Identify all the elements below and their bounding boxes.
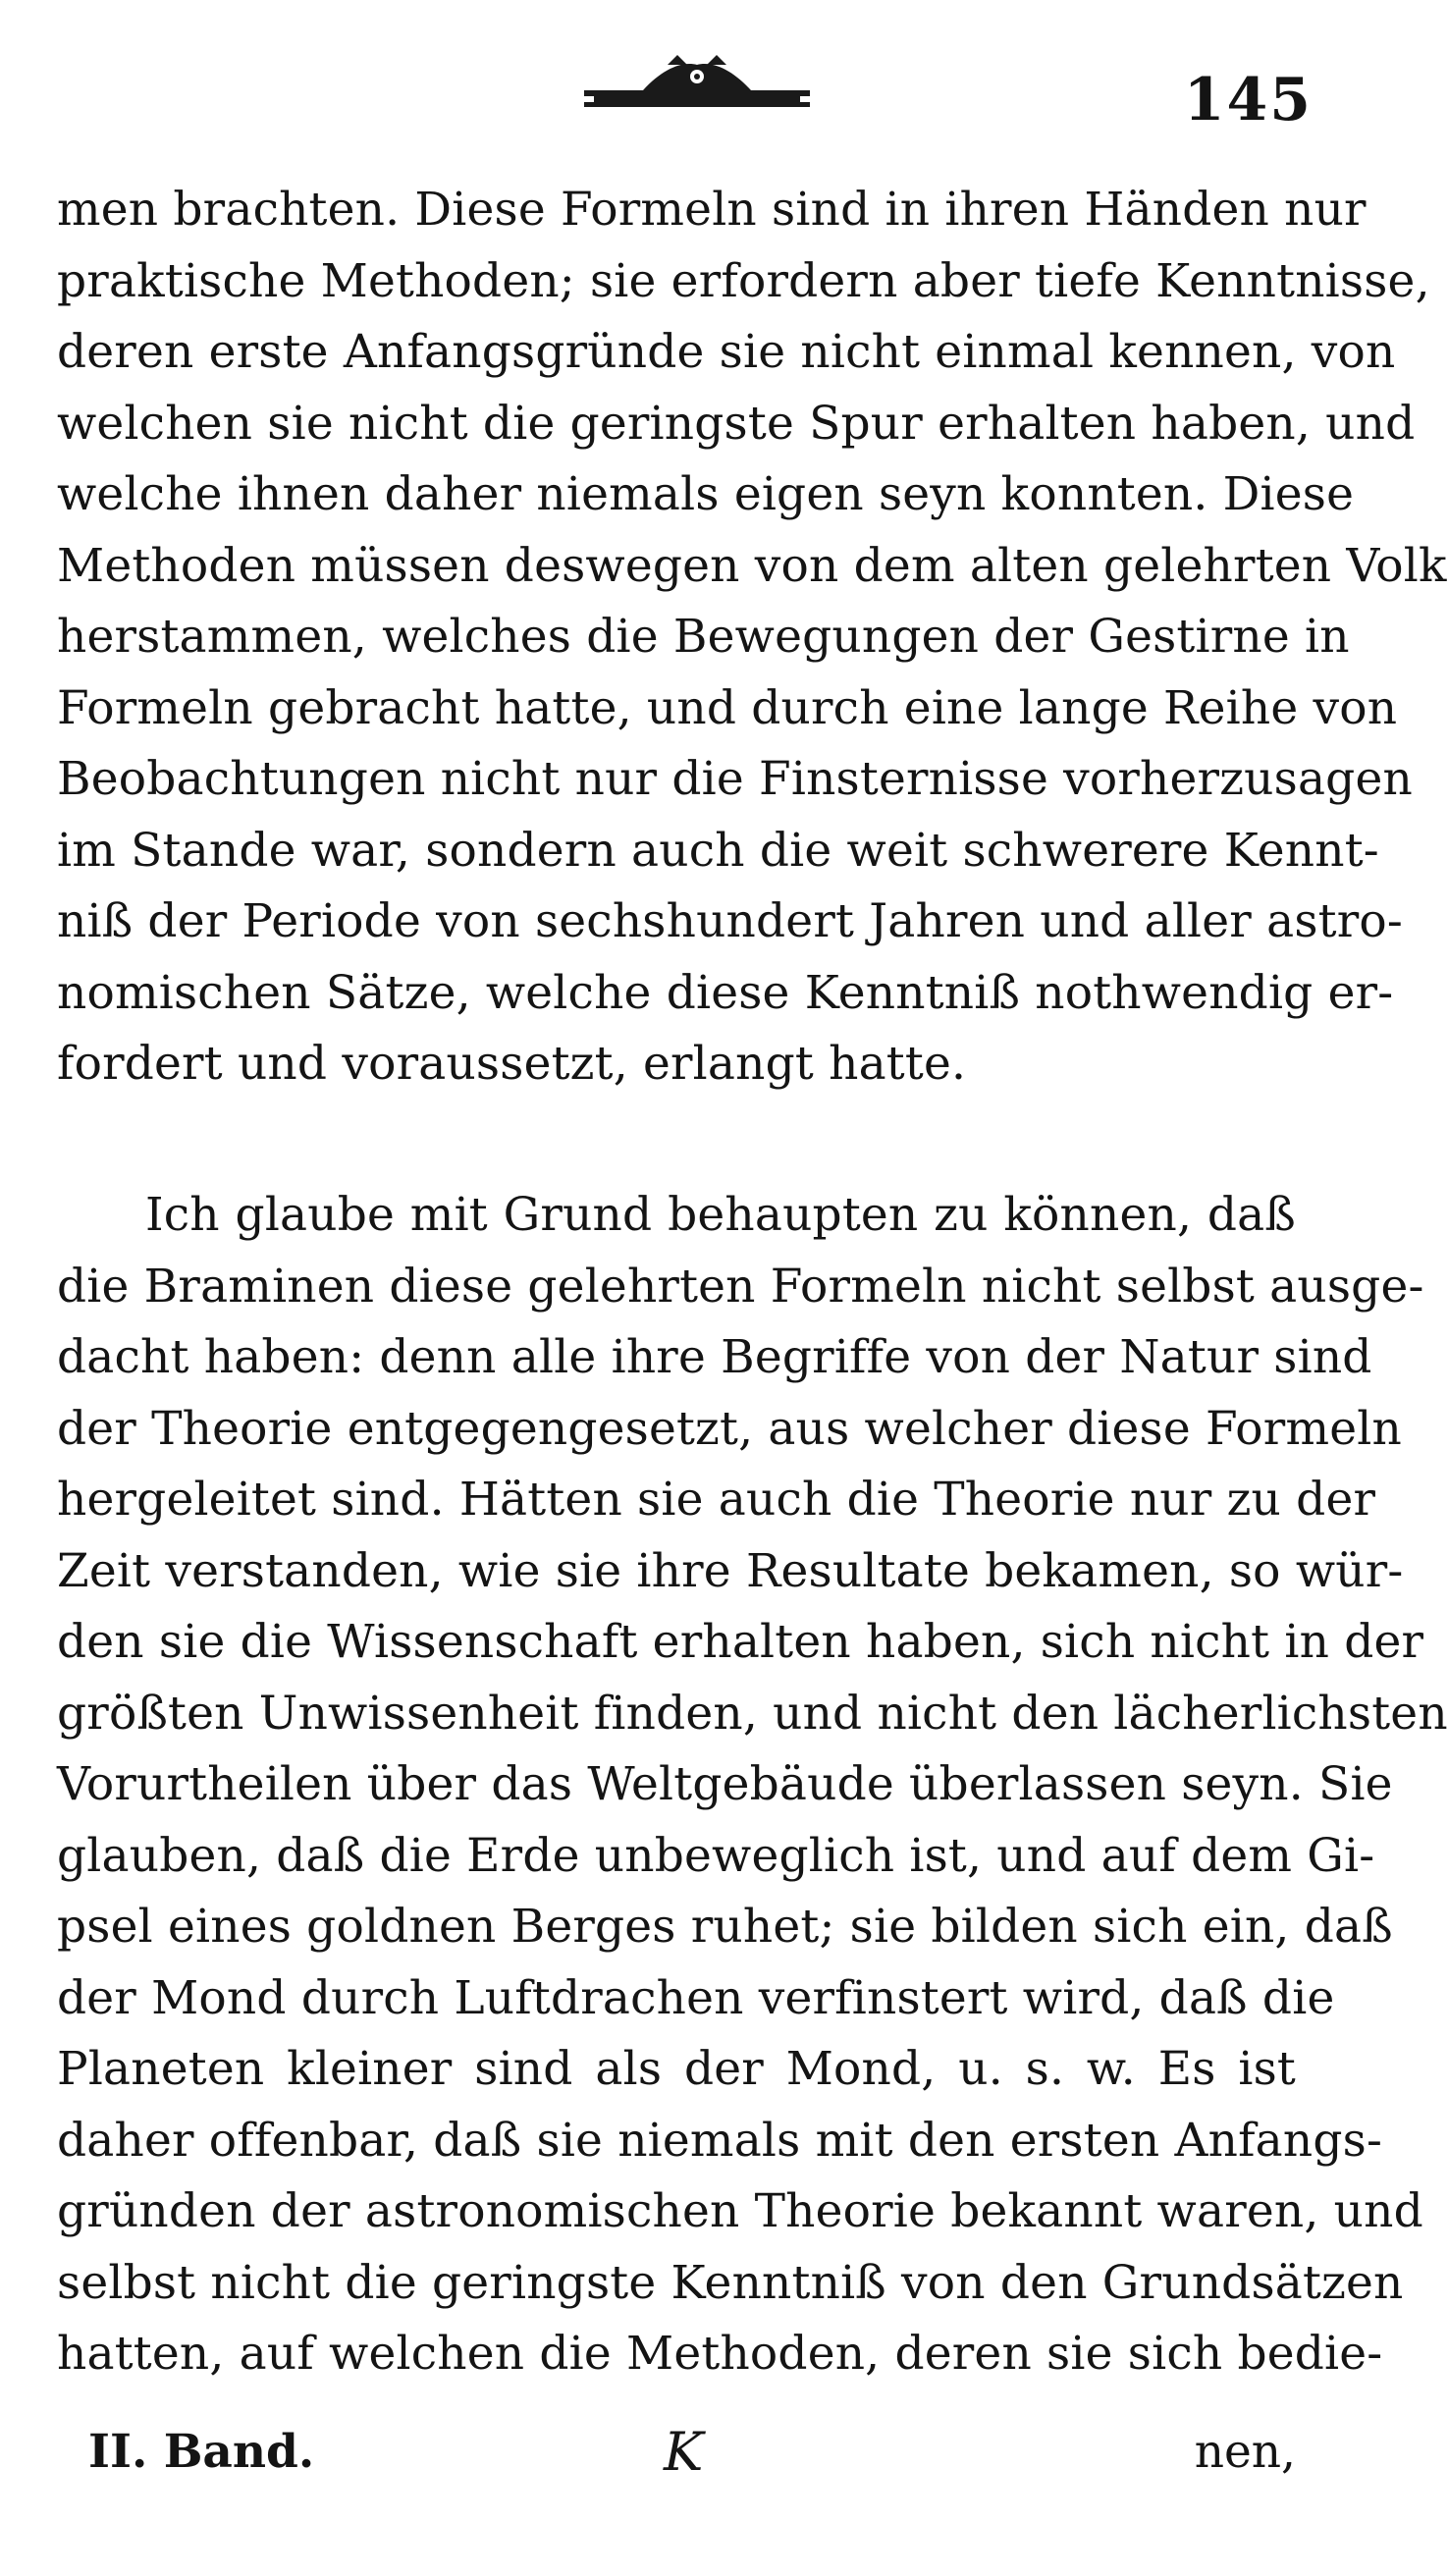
text-line: hergeleitet sind. Hätten sie auch die Theorie nur zu der: [57, 1473, 1376, 1527]
text-line: Ich glaube mit Grund behaupten zu können, daß: [145, 1188, 1296, 1242]
text-line: deren erste Anfangsgründe sie nicht einmal kennen, von: [57, 325, 1396, 379]
text-line: Beobachtungen nicht nur die Finsternisse vorherzusagen: [57, 752, 1413, 806]
page-number: 145: [1183, 66, 1313, 134]
text-line: welche ihnen daher niemals eigen seyn konnten. Diese: [57, 467, 1355, 521]
paragraph: [57, 1180, 1448, 2390]
text-line: der Theorie entgegengesetzt, aus welcher diese Formeln: [57, 1401, 1402, 1456]
text-line: fordert und voraussetzt, erlangt hatte.: [57, 1037, 967, 1091]
paragraph: [57, 175, 1447, 1100]
catchword: nen,: [1194, 2425, 1296, 2479]
text-line: im Stande war, sondern auch die weit schwerere Kennt-: [57, 823, 1379, 878]
text-line: der Mond durch Luftdrachen verfinstert wird, daß die: [57, 1970, 1335, 2025]
text-line: den sie die Wissenschaft erhalten haben, sich nicht in der: [57, 1615, 1424, 1669]
text-line: psel eines goldnen Berges ruhet; sie bilden sich ein, daß: [57, 1900, 1393, 1954]
text-line: glauben, daß die Erde unbeweglich ist, und auf dem Gi-: [57, 1828, 1375, 1883]
text-line: Zeit verstanden, wie sie ihre Resultate bekamen, so wür-: [57, 1543, 1404, 1598]
volume-signature: II. Band.: [88, 2425, 315, 2479]
text-line: nomischen Sätze, welche diese Kenntniß nothwendig er-: [57, 965, 1394, 1020]
text-line: größten Unwissenheit finden, und nicht den lächerlichsten: [57, 1686, 1448, 1741]
text-line: selbst nicht die geringste Kenntniß von den Grundsätzen: [57, 2255, 1404, 2310]
text-line: welchen sie nicht die geringste Spur erhalten haben, und: [57, 396, 1416, 451]
text-line: die Braminen diese gelehrten Formeln nicht selbst ausge-: [57, 1259, 1424, 1314]
text-line: praktische Methoden; sie erfordern aber tiefe Kenntnisse,: [57, 253, 1430, 308]
text-line: niß der Periode von sechshundert Jahren und aller astro-: [57, 894, 1403, 948]
text-line: herstammen, welches die Bewegungen der Gestirne in: [57, 610, 1350, 664]
text-line: gründen der astronomischen Theorie bekannt waren, und: [57, 2184, 1423, 2238]
text-line: Planeten kleiner sind als der Mond, u. s. w. Es ist: [57, 2042, 1296, 2096]
text-line: Methoden müssen deswegen von dem alten gelehrten Volk: [57, 538, 1447, 593]
text-line: men brachten. Diese Formeln sind in ihren Händen nur: [57, 183, 1367, 237]
gathering-mark: K: [664, 2421, 704, 2483]
printer-ornament-icon: [584, 51, 810, 120]
text-line: daher offenbar, daß sie niemals mit den ersten Anfangs-: [57, 2113, 1383, 2168]
page-footer: [57, 2413, 1296, 2492]
text-line: Formeln gebracht hatte, und durch eine lange Reihe von: [57, 680, 1398, 735]
text-line: hatten, auf welchen die Methoden, deren sie sich bedie-: [57, 2327, 1383, 2381]
text-line: Vorurtheilen über das Weltgebäude überlassen seyn. Sie: [57, 1757, 1393, 1811]
text-line: dacht haben: denn alle ihre Begriffe von der Natur sind: [57, 1330, 1372, 1384]
